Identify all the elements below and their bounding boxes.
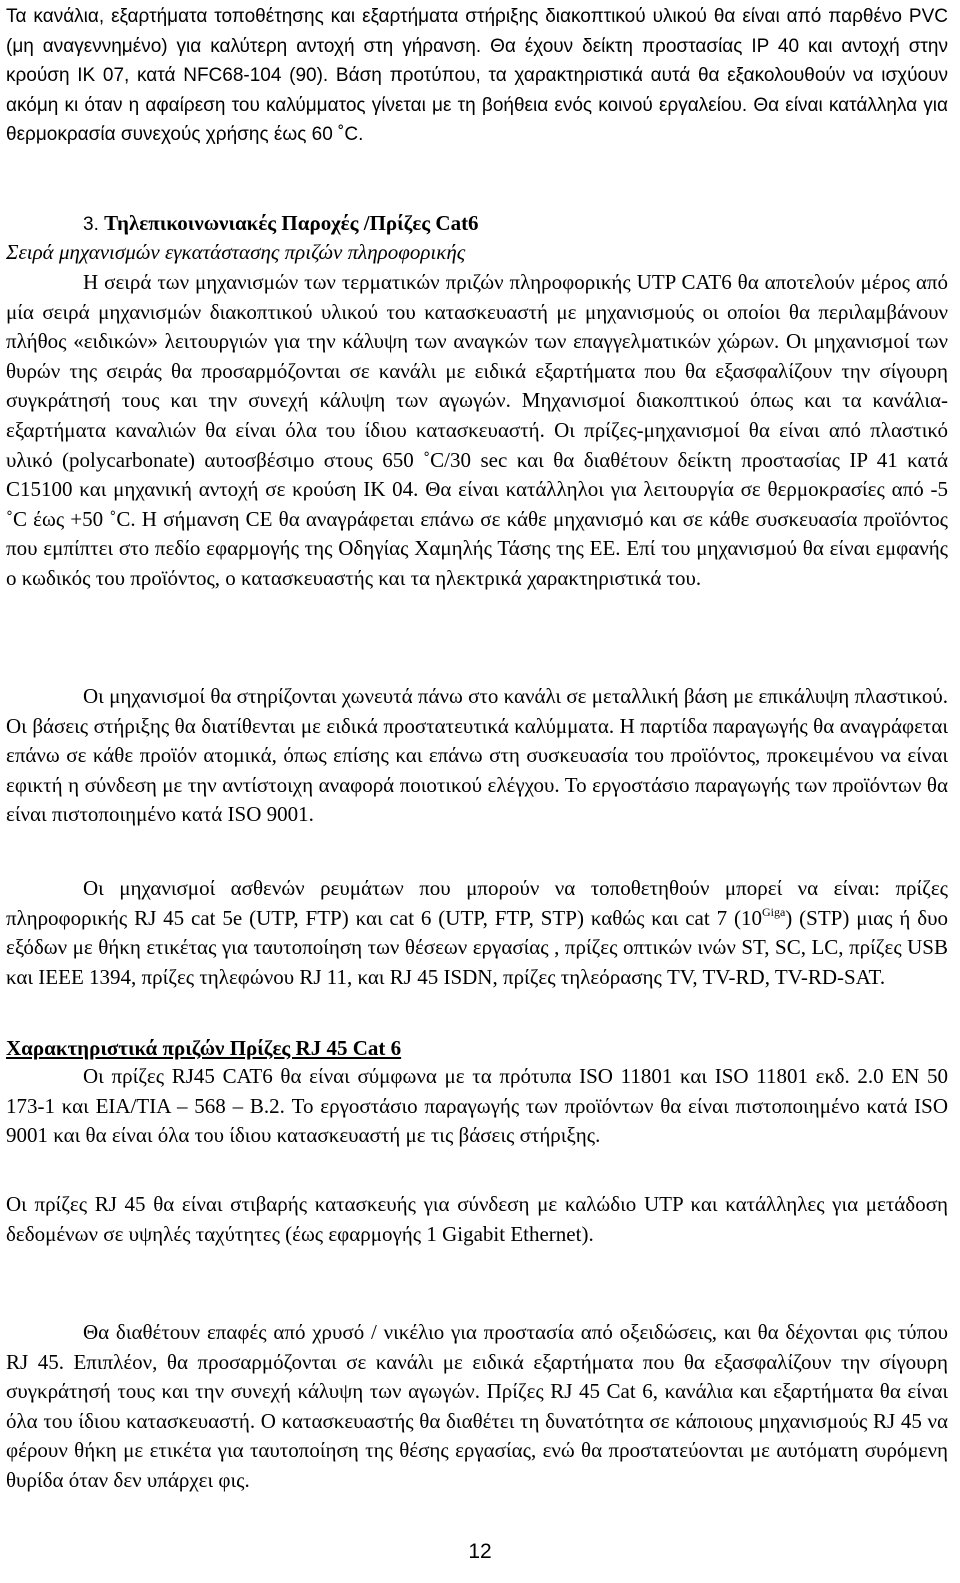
section-title: Τηλεπικοινωνιακές Παροχές /Πρίζες Cat6	[104, 211, 479, 235]
section-subtitle: Σειρά μηχανισμών εγκατάστασης πριζών πληροφορικής	[6, 240, 466, 264]
paragraph-mounting: Οι μηχανισμοί θα στηρίζονται χωνευτά πάνω στο κανάλι σε μεταλλική βάση με επικάλυψη πλαστικού. Οι βάσεις στήριξης θα διατίθενται με ειδικά προστατευτικά καλύμματα. Η παρτίδα παραγωγής θα αναγράφεται επάνω σε κάθε προϊόν ατομικά, όπως επίσης και επάνω στη συσκευασία του προϊόντος, προκειμένου να είναι εφικτή η σύνδεση με την αντίστοιχη αναφορά ποιοτικού ελέγχου. Το εργοστάσιο παραγωγής των προϊόντων θα είναι πιστοποιημένο κατά ISO 9001.	[6, 684, 948, 827]
paragraph-weak-current-mechanisms	[6, 874, 948, 992]
page-number: 12	[468, 1540, 492, 1563]
section-number: 3.	[83, 214, 99, 235]
paragraph-rj45-contacts: Θα διαθέτουν επαφές από χρυσό / νικέλιο για προστασία από οξειδώσεις, και θα δέχονται φις τύπου RJ 45. Επιπλέον, θα προσαρμόζονται σε κανάλι με ειδικά εξαρτήματα που θα εξασφαλίζουν την σίγουρη συγκράτησή τους και την συνεχή κάλυψη των αγωγών. Πρίζες RJ 45 Cat 6, κανάλια και εξαρτήματα θα είναι όλα του ίδιου κατασκευαστή. Ο κατασκευαστής θα διαθέτει τη δυνατότητα σε κάποιους μηχανισμούς RJ 45 να φέρουν θήκη με ετικέτα για ταυτοποίηση της θέσης εργασίας, ενώ θα προστατεύονται με αυτόματη συρόμενη θυρίδα όταν δεν υπάρχει φις.	[6, 1320, 948, 1492]
paragraph-weak-current-text-b: ) (STP) μιας ή δυο εξόδων με θήκη ετικέτας για ταυτοποίηση των θέσεων εργασίας , πρίζες οπτικών ινών ST, SC, LC, πρίζες USB και IEEE 1394, πρίζες τηλεφώνου RJ 11, και RJ 45 ISDN, πρίζες τηλεόρασης TV, TV-RD, TV-RD-SAT.	[6, 905, 948, 989]
paragraph-weak-current-text-a: Οι μηχανισμοί ασθενών ρευμάτων που μπορούν να τοποθετηθούν μπορεί να είναι: πρίζες πληροφορικής RJ 45 cat 5e (UTP, FTP) και cat 6 (UTP, FTP, STP) καθώς και cat 7 (10	[6, 876, 948, 930]
heading-rj45-characteristics: Χαρακτηριστικά πριζών Πρίζες RJ 45 Cat 6	[6, 1036, 402, 1060]
paragraph-socket-mechanisms: Η σειρά των μηχανισμών των τερματικών πριζών πληροφορικής UTP CAT6 θα αποτελούν μέρος από μία σειρά μηχανισμών διακοπτικού υλικού του κατασκευαστή με μηχανισμούς οι οποίοι θα περιλαμβάνουν πλήθος «ειδικών» λειτουργιών για την κάλυψη των αναγκών των επαγγελματικών χώρων. Οι μηχανισμοί των θυρών της σειράς θα προσαρμόζονται σε κανάλι με ειδικά εξαρτήματα που θα εξασφαλίζουν την σίγουρη συγκράτησή τους και την συνεχή κάλυψη των αγωγών. Μηχανισμοί διακοπτικού όπως και τα κανάλια- εξαρτήματα καναλιών θα είναι όλα του ίδιου κατασκευαστή. Οι πρίζες-μηχανισμοί θα είναι από πλαστικό υλικό (polycarbonate) αυτοσβέσιμο στους 650 ˚C/30 sec και θα διαθέτουν δείκτη προστασίας IP 41 κατά C15100 και μηχανική αντοχή σε κρούση IK 04. Θα είναι κατάλληλοι για λειτουργία σε θερμοκρασίες από -5 ˚C έως +50 ˚C. Η σήμανση CE θα αναγράφεται επάνω σε κάθε μηχανισμό και σε κάθε συσκευασία προϊόντος που εμπίπτει στο πεδίο εφαρμογής της Οδηγίας Χαμηλής Τάσης της ΕΕ. Επί του μηχανισμού θα είναι εμφανής ο κωδικός του προϊόντος, ο κατασκευαστής και τα ηλεκτρικά χαρακτηριστικά του.	[6, 270, 948, 590]
paragraph-channels-pvc: Τα κανάλια, εξαρτήματα τοποθέτησης και εξαρτήματα στήριξης διακοπτικού υλικού θα είναι από παρθένο PVC (μη αναγεννημένο) για καλύτερη αντοχή στη γήρανση. Θα έχουν δείκτη προστασίας IP 40 και αντοχή στην κρούση IK 07, κατά NFC68-104 (90). Βάση προτύπου, τα χαρακτηριστικά αυτά θα εξακολουθούν να ισχύουν ακόμη κι όταν η αφαίρεση του καλύμματος γίνεται με τη βοήθεια ενός κοινού εργαλείου. Θα είναι κατάλληλα για θερμοκρασία συνεχούς χρήσης έως 60 ˚C.	[6, 6, 948, 146]
superscript-giga: Giga	[761, 904, 786, 919]
section-3-heading	[6, 209, 948, 240]
paragraph-rj45-construction: Οι πρίζες RJ 45 θα είναι στιβαρής κατασκευής για σύνδεση με καλώδιο UTP και κατάλληλες για μετάδοση δεδομένων σε υψηλές ταχύτητες (έως εφαρμογής 1 Gigabit Ethernet).	[6, 1192, 948, 1246]
paragraph-rj45-standards: Οι πρίζες RJ45 CAT6 θα είναι σύμφωνα με τα πρότυπα ISO 11801 και ISO 11801 εκδ. 2.0 EN 50 173-1 και EIA/TIA – 568 – B.2. Το εργοστάσιο παραγωγής των προϊόντων θα είναι πιστοποιημένο κατά ISO 9001 και θα είναι όλα του ίδιου κατασκευαστή με τις βάσεις στήριξης.	[6, 1064, 948, 1148]
